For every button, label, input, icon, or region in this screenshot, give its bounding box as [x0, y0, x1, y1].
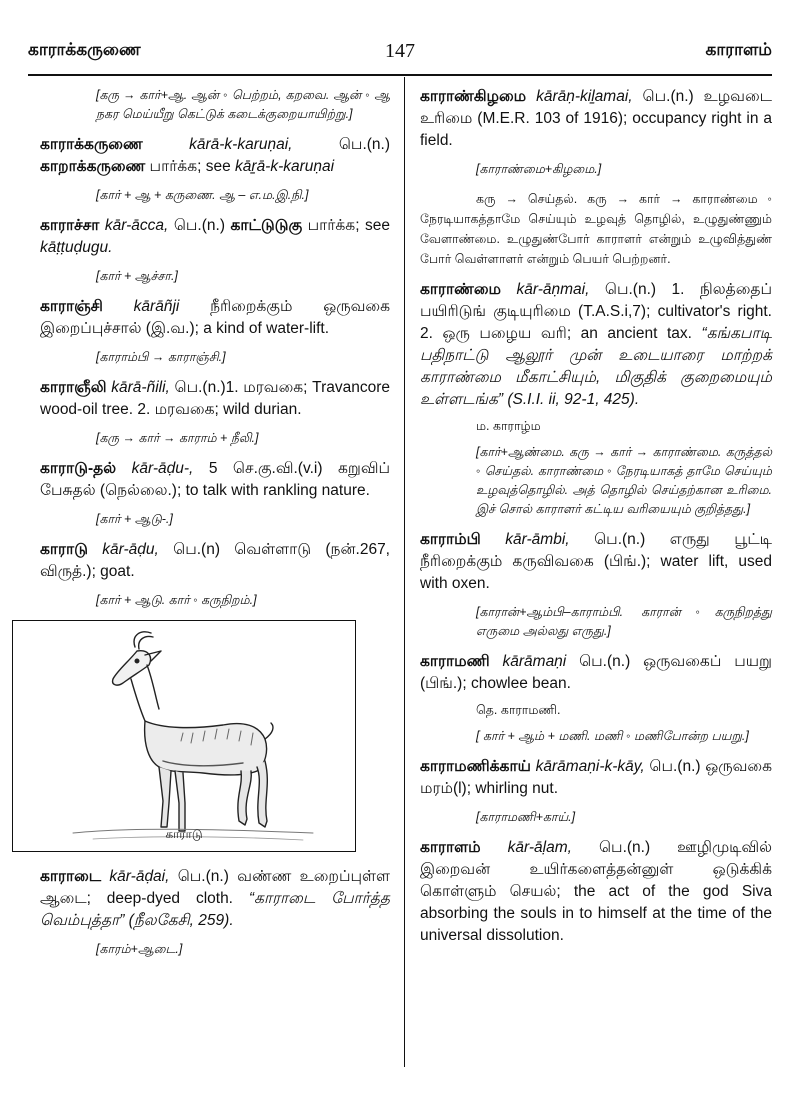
headword: காராஞீலி	[40, 379, 107, 396]
transliteration: kāṟā-k-karuṇai	[235, 158, 335, 175]
transliteration: kārāmaṇi	[502, 653, 567, 670]
etymology-note: [ கார் + ஆம் + மணி. மணி ◦ மணிபோன்ற பயறு.]	[476, 729, 749, 743]
transliteration: kārā-ñili,	[111, 379, 170, 396]
transliteration: kāṭṭuḍugu.	[40, 239, 113, 256]
definition: 5 செ.கு.வி.(v.i) கறுவிப் பேசுதல் (நெல்லை.); to talk with rankling nature.	[40, 460, 391, 499]
headword: காராடு-தல்	[40, 460, 117, 477]
etymology-note: [காராண்மை+கிழமை.]	[476, 162, 602, 176]
goat-illustration	[12, 620, 356, 852]
transliteration: kārāṇ-kiḻamai,	[536, 88, 633, 105]
definition: நீரிறைக்கும் ஒருவகை இறைப்புச்சால் (இ.வ.); a kind of water-lift.	[40, 298, 390, 337]
headword: காராம்பி	[420, 531, 481, 548]
dictionary-entry	[40, 134, 390, 178]
etymology-note: [கார் + ஆடு-.]	[96, 512, 173, 526]
transliteration: kār-āmbi,	[505, 531, 570, 548]
definition: பெ.(n.) ஒருவகைப் பயறு (பிங்.); chowlee bean.	[420, 653, 772, 692]
definition: பெ.(n.) வண்ண உறைப்புள்ள ஆடை; deep-dyed cloth.	[40, 868, 390, 907]
header-right-guideword: காராளம்	[705, 40, 772, 59]
transliteration: kār-āṇmai,	[516, 281, 590, 298]
headword: காராமணி	[420, 653, 490, 670]
definition: பெ.(n.) உழவடை உரிமை (M.E.R. 103 of 1916); occupancy right in a field.	[420, 88, 773, 149]
column-divider	[404, 77, 405, 1067]
definition: பெ.(n.) எருது பூட்டி நீரிறைக்கும் கருவிவகை (பிங்.); water lift, used with oxen.	[420, 531, 772, 592]
headword: காராண்கிழமை	[420, 88, 527, 105]
transliteration: kār-āḍu-,	[131, 460, 194, 477]
definition: பெ.(n.)	[292, 136, 390, 153]
dictionary-entry	[40, 866, 390, 932]
definition: பெ.(n) வெள்ளாடு (நன்.267, விருத்.); goat.	[40, 541, 390, 580]
transliteration: kār-āḍu,	[102, 541, 159, 558]
definition: பார்க்க; see	[145, 158, 236, 175]
dictionary-entry	[420, 279, 772, 411]
etymology-note: [கார் + ஆடு. கார் ◦ கருநிறம்.]	[96, 593, 257, 607]
transliteration: kār-āḷam,	[507, 839, 572, 856]
headword: காராச்சா	[40, 217, 100, 234]
headword: காராண்மை	[420, 281, 501, 298]
etymology-note: [காரான்+ஆம்பி–காராம்பி. காரான்◦கருநிறத்து எருமை அல்லது எருது.]	[476, 605, 772, 638]
definition: பெ.(n.)	[168, 217, 231, 234]
cross-reference: காறாக்கருணை	[40, 158, 146, 175]
dictionary-entry	[40, 377, 390, 421]
dictionary-entry	[420, 837, 772, 947]
transliteration: kār-āḍai,	[109, 868, 170, 885]
right-column	[420, 86, 772, 955]
etymology-note: [கார் + ஆச்சா.]	[96, 269, 178, 283]
transliteration: kārā-k-karuṇai,	[189, 136, 293, 153]
page-header	[28, 40, 772, 76]
header-left-guideword: காராக்கருணை	[28, 40, 141, 59]
transliteration: kārāmaṇi-k-kāy,	[535, 758, 645, 775]
left-column	[40, 86, 390, 969]
quotation: “காராடை போர்த்த வெம்புத்தா” (நீலகேசி, 259).	[40, 890, 390, 929]
dictionary-entry	[40, 215, 390, 259]
transliteration: kārāñji	[133, 298, 180, 315]
etymology-note: [கரு → கார் → காராம் + நீலி.]	[96, 431, 259, 445]
definition: பெ.(n.) ஊழிமுடிவில் இறைவன் உயிர்களைத்தன்னுள் ஒடுக்கிக் கொள்ளும் செயல்; the act of the god Siva absorbing the souls in to himself at the time of the universal dissolution.	[420, 839, 772, 944]
dictionary-entry	[420, 756, 772, 800]
etymology-note: [காராம்பி → காராஞ்சி.]	[96, 350, 226, 364]
figure-caption: காராடு	[165, 827, 203, 841]
etymology-note: [காரம்+ஆடை.]	[96, 942, 183, 956]
headword: காராக்கருணை	[40, 136, 143, 153]
headword: காராமணிக்காய்	[420, 758, 531, 775]
cross-reference: காட்டுடுகு	[230, 217, 303, 234]
cognate-note: தெ. காராமணி.	[476, 703, 561, 717]
transliteration: kār-ācca,	[104, 217, 169, 234]
etymology-note: [கார் + ஆ + கருணை. ஆ – எ.ம.இ.நி.]	[96, 188, 309, 202]
etymology-note: [கரு → கார்+ஆ. ஆன் ◦ பெற்றம், கறவை. ஆன் ◦ ஆ நகர மெய்யீறு கெட்டுக் கடைக்குறையாயிற்று.]	[96, 88, 390, 121]
headword: காராடு	[40, 541, 88, 558]
dictionary-entry	[40, 296, 390, 340]
explanatory-note: கரு → செய்தல். கரு → கார் → காராண்மை ◦ நேரடியாகத்தாமே செய்யும் உழவுத் தொழில், உழுதுண்ணும் வேளாண்மை. உழுதுண்போர் காராளர் என்றும் உழுவித்துண் போர் வெள்ளாளர் என்றும் பெயர் பெற்றனர்.	[420, 192, 772, 266]
quotation: “கங்கபாடி பதிநாட்டு ஆலூர் முன் உடையாரை மாற்றக் காராண்மை மீகாட்சியும், மிகுதிக் குறைமையும் உள்ளடங்க” (S.I.I. ii, 92-1, 425).	[420, 325, 772, 408]
etymology-note: [காராமணி+காய்.]	[476, 810, 576, 824]
dictionary-entry	[420, 529, 772, 595]
goat-drawing	[13, 621, 355, 851]
cognate-note: ம. காராழ்ம	[476, 419, 541, 433]
definition: பெ.(n.) ஒருவகை மரம்(l); whirling nut.	[420, 758, 772, 797]
dictionary-entry	[420, 86, 772, 152]
definition: பெ.(n.)1. மரவகை; Travancore wood-oil tree. 2. மரவகை; wild durian.	[40, 379, 390, 418]
dictionary-entry	[420, 651, 772, 695]
header-rule	[28, 74, 772, 76]
page-number: 147	[385, 40, 415, 62]
definition: பார்க்க; see	[302, 217, 390, 234]
etymology-note: [கார்+ஆண்மை. கரு → கார் → காராண்மை. கருத்தல் ◦ செய்தல். காராண்மை ◦ நேரடியாகத் தாமே செய்யும் உழவுத்தொழில். அத் தொழில் செய்தற்கான உரிமை. இச் சொல் காராளர் கட்டிய வரியையும் குறித்தது.]	[476, 445, 772, 516]
dictionary-entry	[40, 539, 390, 583]
headword: காராளம்	[420, 839, 481, 856]
headword: காராஞ்சி	[40, 298, 103, 315]
definition: பெ.(n.) 1. நிலத்தைப் பயிரிடுங் குடியுரிமை (T.A.S.i,7); cultivator's right. 2. ஒரு பழைய வரி; an ancient tax.	[420, 281, 772, 342]
dictionary-entry	[40, 458, 390, 502]
headword: காராடை	[40, 868, 102, 885]
